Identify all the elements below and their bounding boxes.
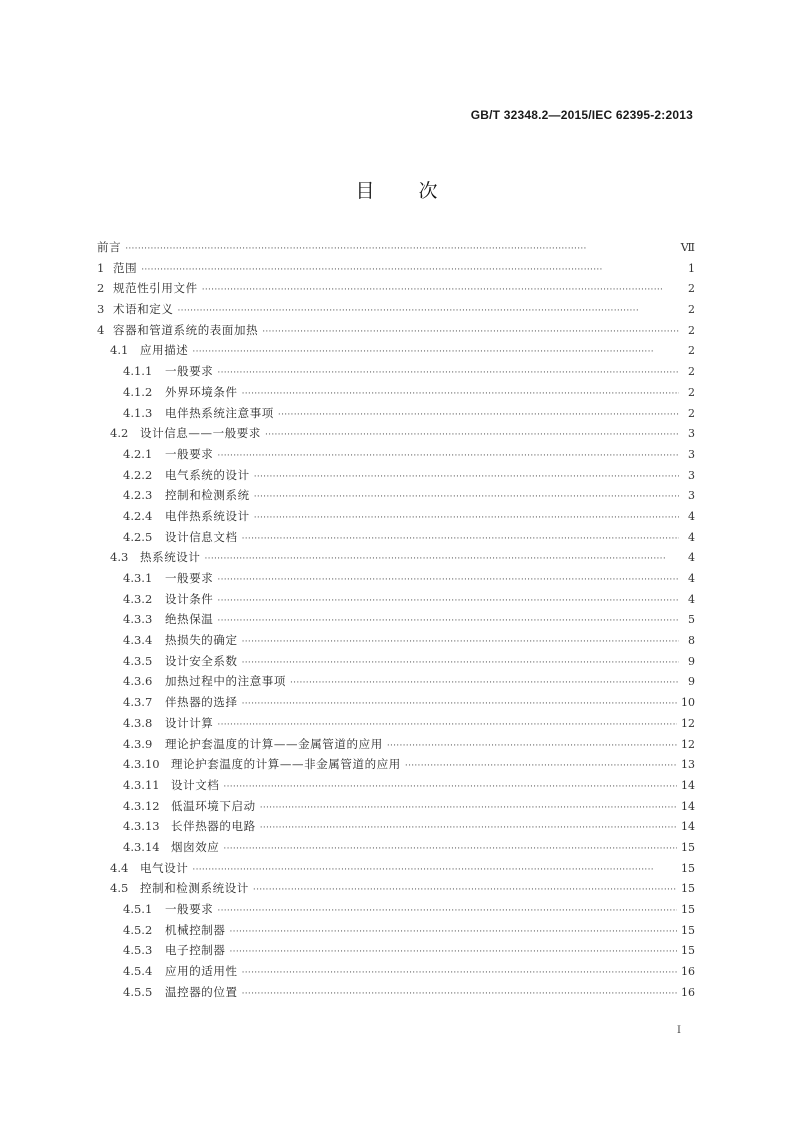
toc-entry-page: 3 [688, 489, 695, 503]
toc-entry-title: 前言 [97, 240, 122, 254]
toc-entry-title: 机械控制器 [165, 922, 226, 937]
toc-entry-number: 4.4 [110, 860, 129, 875]
toc-entry[interactable] [97, 880, 695, 901]
toc-entry-title: 设计信息——一般要求 [140, 426, 261, 441]
toc-entry[interactable] [97, 342, 695, 363]
toc-dot-leader [217, 451, 679, 461]
toc-entry-number: 4.2 [110, 426, 129, 441]
toc-entry-title: 电子控制器 [165, 943, 226, 958]
toc-entry-page: 15 [681, 882, 695, 896]
toc-entry[interactable] [97, 673, 695, 694]
toc-entry[interactable] [97, 260, 695, 281]
toc-dot-leader [262, 327, 679, 337]
toc-entry[interactable] [97, 653, 695, 674]
toc-dot-leader [223, 844, 677, 854]
toc-entry-number: 4.2.2 [123, 467, 153, 482]
toc-entry-number: 4.3.10 [123, 757, 160, 772]
toc-entry-page: 2 [688, 344, 695, 358]
toc-dot-leader [242, 699, 677, 709]
toc-entry[interactable] [97, 818, 695, 839]
toc-entry-number: 4 [97, 322, 105, 337]
toc-entry[interactable] [97, 611, 695, 632]
toc-entry-number: 4.3.12 [123, 798, 160, 813]
toc-dot-leader [254, 472, 679, 482]
toc-entry-page: 13 [681, 758, 695, 772]
toc-dot-leader [178, 306, 680, 316]
toc-entry-number: 4.2.1 [123, 446, 153, 461]
toc-entry[interactable] [97, 860, 695, 881]
toc-entry[interactable] [97, 570, 695, 591]
toc-entry-page: 15 [681, 840, 695, 854]
toc-entry-page: 15 [681, 903, 695, 916]
toc-entry-number: 4.2.3 [123, 488, 153, 503]
page-number: Ⅰ [677, 1025, 681, 1036]
toc-entry-title: 一般要求 [165, 571, 214, 585]
toc-entry-number: 4.3.11 [123, 777, 160, 792]
toc-entry-page: 2 [688, 323, 695, 337]
toc-entry[interactable] [97, 984, 695, 1005]
toc-entry-number: 4.3.1 [123, 571, 153, 585]
toc-entry-number: 4.5 [110, 881, 129, 896]
toc-entry-page: 5 [688, 613, 695, 627]
toc-entry-page: 2 [688, 406, 695, 420]
toc-entry-page: 15 [681, 944, 695, 958]
toc-dot-leader [217, 596, 679, 606]
toc-entry-page: 14 [681, 778, 695, 792]
toc-dot-leader [253, 885, 677, 895]
toc-dot-leader [387, 741, 677, 751]
toc-entry[interactable] [97, 384, 695, 405]
toc-entry[interactable] [97, 591, 695, 612]
toc-entry-title: 温控器的位置 [165, 984, 238, 999]
toc-entry-page: 9 [688, 654, 695, 668]
toc-entry-title: 设计条件 [165, 591, 214, 606]
toc-entry-number: 4.5.4 [123, 964, 153, 979]
toc-entry-title: 规范性引用文件 [113, 281, 198, 296]
toc-entry-number: 3 [97, 302, 105, 317]
toc-entry-page: 12 [681, 737, 695, 751]
toc-dot-leader [260, 803, 677, 813]
toc-entry-title: 长伴热器的电路 [171, 819, 256, 834]
toc-dot-leader [217, 368, 679, 378]
toc-entry-number: 4.3 [110, 550, 129, 565]
toc-entry[interactable] [97, 487, 695, 508]
toc-entry-number: 4.1 [110, 343, 129, 358]
toc-dot-leader [217, 616, 679, 626]
toc-entry-page: 8 [688, 634, 695, 648]
toc-entry-number: 4.2.5 [123, 529, 153, 544]
toc-entry-page: 3 [688, 447, 695, 461]
toc-entry-number: 4.3.14 [123, 839, 160, 854]
toc-entry-number: 4.1.3 [123, 405, 153, 420]
toc-entry-title: 电伴热系统设计 [165, 508, 250, 523]
toc-entry-title: 理论护套温度的计算——金属管道的应用 [165, 736, 383, 751]
toc-entry-number: 4.1.2 [123, 384, 153, 399]
toc-dot-leader [242, 389, 679, 399]
toc-entry-title: 热损失的确定 [165, 633, 238, 648]
toc-entry[interactable] [97, 901, 695, 922]
toc-entry[interactable] [97, 405, 695, 426]
toc-entry-page: 12 [681, 716, 695, 730]
toc-entry-title: 设计信息文档 [165, 529, 238, 544]
toc-entry[interactable] [97, 777, 695, 798]
toc-entry-page: 3 [688, 468, 695, 482]
toc-entry[interactable] [97, 446, 695, 467]
toc-dot-leader [242, 989, 677, 999]
toc-dot-leader [260, 823, 677, 833]
toc-dot-leader [242, 968, 677, 978]
toc-entry-number: 4.2.4 [123, 508, 153, 523]
toc-entry[interactable] [97, 467, 695, 488]
toc-entry[interactable] [97, 301, 695, 322]
toc-entry[interactable] [97, 239, 695, 260]
toc-dot-leader [230, 947, 678, 957]
toc-entry-page: 1 [688, 261, 695, 275]
toc-entry-page: 14 [681, 820, 695, 834]
toc-entry-title: 一般要求 [165, 364, 214, 379]
toc-dot-leader [217, 575, 679, 585]
toc-entry-title: 烟囱效应 [171, 839, 220, 854]
toc-entry[interactable] [97, 798, 695, 819]
toc-entry-title: 外界环境条件 [165, 384, 238, 399]
toc-entry[interactable] [97, 694, 695, 715]
toc-entry-title: 术语和定义 [113, 302, 174, 317]
toc-dot-leader [230, 927, 678, 937]
toc-entry-number: 1 [97, 260, 105, 275]
toc-dot-leader [223, 782, 677, 792]
toc-entry-number: 4.1.1 [123, 364, 153, 379]
toc-entry-title: 应用的适用性 [165, 964, 238, 979]
toc-dot-leader [242, 637, 679, 647]
toc-entry-number: 4.3.8 [123, 715, 153, 730]
page-title: 目次 [355, 180, 482, 202]
toc-entry-number: 4.5.5 [123, 984, 153, 999]
toc-entry-title: 容器和管道系统的表面加热 [113, 322, 259, 337]
toc-entry-title: 应用描述 [140, 343, 189, 358]
toc-dot-leader [141, 265, 679, 275]
toc-entry-page: 2 [688, 282, 695, 296]
toc-entry-number: 4.3.3 [123, 612, 153, 627]
toc-dot-leader [217, 720, 677, 730]
toc-dot-leader [278, 410, 679, 420]
toc-entry-title: 低温环境下启动 [171, 798, 256, 813]
toc-entry-number: 4.5.1 [123, 902, 153, 916]
toc-dot-leader [192, 865, 677, 875]
toc-entry-title: 控制和检测系统 [165, 488, 250, 503]
toc-entry[interactable] [97, 322, 695, 343]
toc-entry-page: 2 [688, 303, 695, 317]
toc-dot-leader [405, 761, 677, 771]
toc-entry-page: 3 [688, 427, 695, 441]
toc-entry-title: 一般要求 [165, 446, 214, 461]
toc-entry-title: 加热过程中的注意事项 [165, 674, 286, 689]
toc-entry[interactable] [97, 280, 695, 301]
table-of-contents [97, 239, 695, 1004]
toc-entry[interactable] [97, 632, 695, 653]
toc-entry[interactable] [97, 922, 695, 943]
toc-entry[interactable] [97, 529, 695, 550]
toc-entry-page: 16 [681, 985, 695, 999]
toc-entry-title: 一般要求 [165, 902, 214, 916]
toc-dot-leader [192, 347, 679, 357]
toc-entry-number: 4.3.9 [123, 736, 153, 751]
toc-entry-title: 伴热器的选择 [165, 695, 238, 710]
toc-entry-number: 4.3.5 [123, 653, 153, 668]
toc-entry[interactable] [97, 756, 695, 777]
toc-dot-leader [205, 554, 680, 564]
toc-entry-title: 理论护套温度的计算——非金属管道的应用 [171, 757, 401, 772]
toc-entry-page: 4 [688, 572, 695, 585]
toc-entry-title: 范围 [113, 260, 138, 275]
toc-entry[interactable] [97, 736, 695, 757]
toc-entry-number: 4.3.4 [123, 633, 153, 648]
toc-dot-leader [265, 430, 679, 440]
toc-entry[interactable] [97, 425, 695, 446]
toc-entry[interactable] [97, 549, 695, 570]
toc-entry-title: 绝热保温 [165, 612, 214, 627]
toc-dot-leader [290, 678, 679, 688]
toc-entry-number: 4.5.3 [123, 943, 153, 958]
toc-entry[interactable] [97, 363, 695, 384]
toc-entry-number: 2 [97, 281, 105, 296]
toc-entry-page: 2 [688, 365, 695, 379]
toc-entry-number: 4.3.7 [123, 695, 153, 710]
toc-entry-number: 4.3.2 [123, 591, 153, 606]
toc-entry-title: 设计安全系数 [165, 653, 238, 668]
toc-dot-leader [202, 285, 679, 295]
toc-entry-page: 16 [681, 965, 695, 979]
toc-dot-leader [217, 906, 677, 916]
toc-dot-leader [242, 534, 679, 544]
toc-entry-title: 热系统设计 [140, 550, 201, 565]
toc-entry-page: 2 [688, 385, 695, 399]
toc-dot-leader [242, 658, 679, 668]
toc-entry-title: 电伴热系统注意事项 [165, 405, 274, 420]
toc-dot-leader [254, 513, 679, 523]
toc-entry[interactable] [97, 839, 695, 860]
toc-entry[interactable] [97, 715, 695, 736]
toc-entry-title: 电气设计 [140, 860, 189, 875]
toc-entry-page: 10 [681, 696, 695, 710]
toc-entry-page: 4 [688, 530, 695, 544]
toc-entry-number: 4.5.2 [123, 922, 153, 937]
toc-dot-leader [125, 244, 677, 254]
toc-entry-title: 电气系统的设计 [165, 467, 250, 482]
toc-entry-title: 控制和检测系统设计 [140, 881, 249, 896]
toc-entry-page: 4 [688, 509, 695, 523]
toc-entry-page: Ⅶ [680, 241, 695, 254]
toc-entry-number: 4.3.6 [123, 674, 153, 689]
toc-entry-page: 15 [681, 861, 695, 875]
toc-entry-page: 14 [681, 799, 695, 813]
toc-entry[interactable] [97, 942, 695, 963]
standard-number: GB/T 32348.2—2015/IEC 62395-2:2013 [470, 108, 693, 122]
toc-entry-title: 设计计算 [165, 715, 214, 730]
toc-entry-page: 4 [688, 551, 695, 565]
toc-dot-leader [254, 492, 679, 502]
toc-entry-page: 9 [688, 675, 695, 689]
toc-entry[interactable] [97, 963, 695, 984]
toc-entry-number: 4.3.13 [123, 819, 160, 834]
toc-entry-title: 设计文档 [171, 777, 220, 792]
toc-entry-page: 15 [681, 923, 695, 937]
toc-entry-page: 4 [688, 592, 695, 606]
toc-entry[interactable] [97, 508, 695, 529]
